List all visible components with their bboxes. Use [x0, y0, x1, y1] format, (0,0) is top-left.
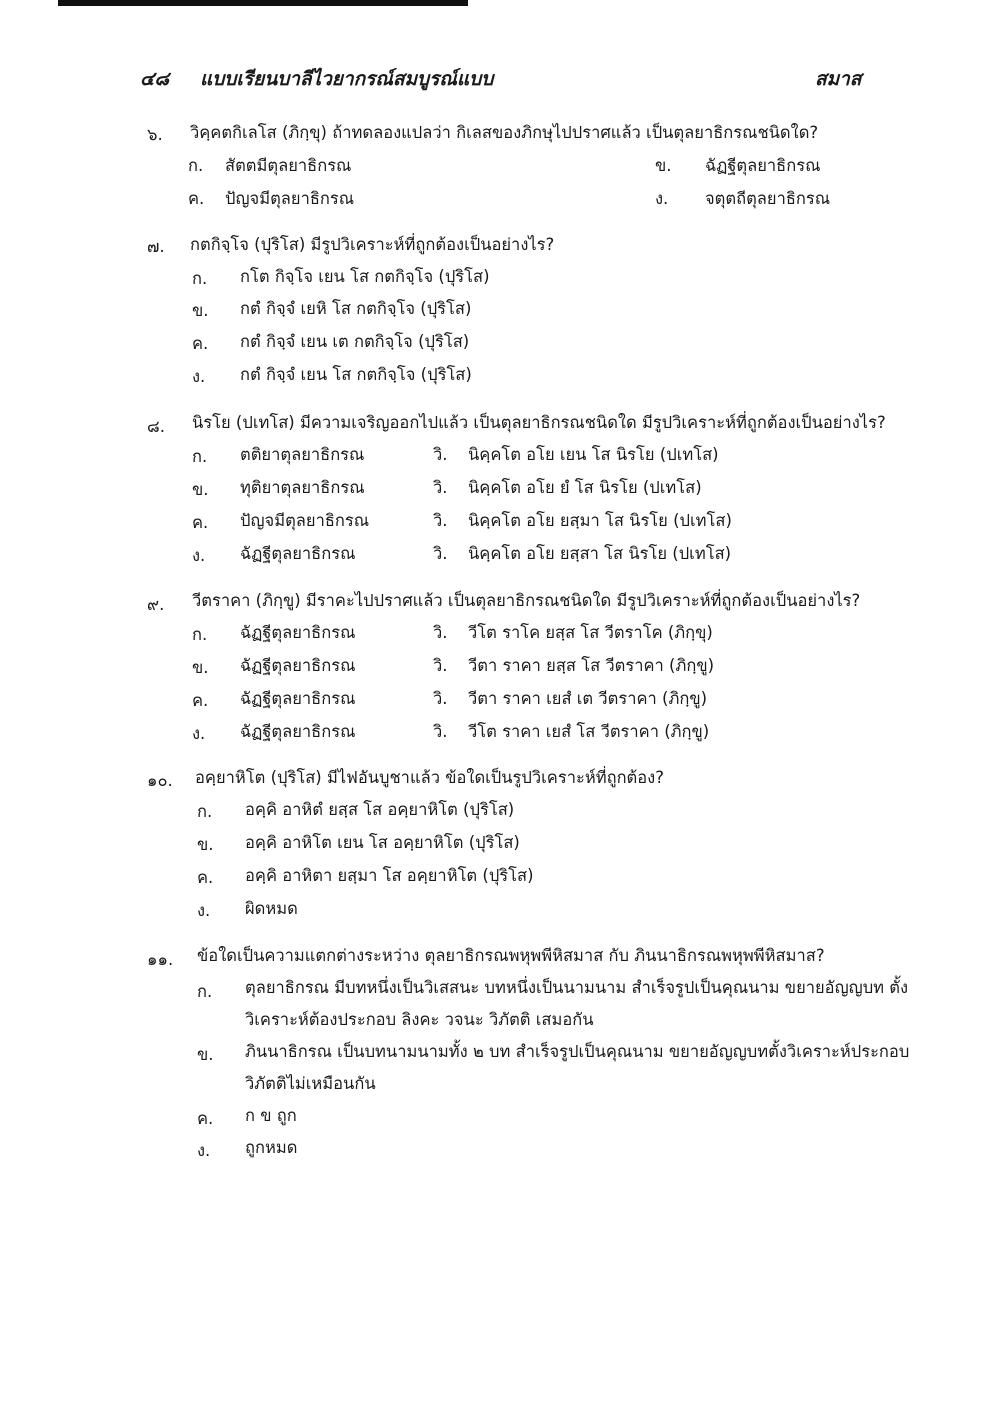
option-label: ค.	[192, 691, 209, 710]
option-label: ก.	[192, 625, 208, 644]
vi-label: วิ.	[433, 544, 448, 563]
question-number: ๑๐.	[147, 771, 173, 790]
option-text: ฉัฏฐีตุลยาธิกรณ	[240, 722, 356, 741]
vi-label: วิ.	[433, 656, 448, 675]
option-label: ข.	[655, 156, 672, 175]
option-label: ค.	[197, 868, 214, 887]
option-text: ฉัฏฐีตุลยาธิกรณ	[240, 689, 356, 708]
option-label: ก.	[197, 802, 213, 821]
question-text: กตกิจฺโจ (ปุริโส) มีรูปวิเคราะห์ที่ถูกต้องเป็นอย่างไร?	[190, 235, 555, 254]
page-header	[0, 0, 1000, 100]
analysis-text: นิคฺคโต อโย เยน โส นิรโย (ปเทโส)	[468, 445, 719, 464]
option-text: ฉัฏฐีตุลยาธิกรณ	[240, 544, 356, 563]
option-text: ฉัฏฐีตุลยาธิกรณ	[240, 656, 356, 675]
analysis-text: นิคฺคโต อโย ยสฺสา โส นิรโย (ปเทโส)	[468, 544, 732, 563]
option-label: ง.	[192, 724, 206, 743]
option-text: ปัญจมีตุลยาธิกรณ	[240, 511, 370, 530]
vi-label: วิ.	[433, 722, 448, 741]
option-label: ข.	[192, 301, 209, 320]
vi-label: วิ.	[433, 511, 448, 530]
option-text-line-2: วิเคราะห์ต้องประกอบ ลิงคะ วจนะ วิภัตติ เสมอกัน	[245, 1010, 594, 1029]
option-text: ก ข ถูก	[245, 1106, 297, 1125]
question-text: ข้อใดเป็นความแตกต่างระหว่าง ตุลยาธิกรณพหุพพีหิสมาส กับ ภินนาธิกรณพหุพพีหิสมาส?	[197, 946, 825, 965]
option-text-line-1: ภินนาธิกรณ เป็นบทนามนามทั้ง ๒ บท สำเร็จรูปเป็นคุณนาม ขยายอัญญบทตั้งวิเคราะห์ประกอบ	[245, 1042, 910, 1061]
option-label: ก.	[192, 447, 208, 466]
option-label: ค.	[188, 189, 205, 208]
option-label: ข.	[197, 1045, 214, 1064]
vi-label: วิ.	[433, 478, 448, 497]
option-label: ก.	[197, 982, 213, 1001]
analysis-text: วีตา ราคา เยสํ เต วีตราคา (ภิกฺขู)	[468, 689, 708, 708]
section-label: สมาส	[815, 68, 862, 90]
question-number: ๑๑.	[147, 950, 174, 969]
option-text-line-2: วิภัตติไม่เหมือนกัน	[245, 1074, 376, 1093]
question-text: นิรโย (ปเทโส) มีความเจริญออกไปแล้ว เป็นตุลยาธิกรณชนิดใด มีรูปวิเคราะห์ที่ถูกต้องเป็นอย่างไร?	[192, 413, 886, 432]
option-label: ค.	[197, 1109, 214, 1128]
option-text: ฉัฏฐีตุลยาธิกรณ	[240, 623, 356, 642]
option-text: ทุติยาตุลยาธิกรณ	[240, 478, 365, 497]
option-text: กโต กิจฺโจ เยน โส กตกิจฺโจ (ปุริโส)	[240, 267, 490, 286]
page-number: ๔๘	[140, 68, 170, 90]
option-label: ข.	[197, 835, 214, 854]
analysis-text: นิคฺคโต อโย ยสฺมา โส นิรโย (ปเทโส)	[468, 511, 732, 530]
analysis-text: วีโต ราโค ยสฺส โส วีตราโค (ภิกฺขุ)	[468, 623, 713, 642]
option-text: ผิดหมด	[245, 899, 298, 918]
option-label: ก.	[192, 269, 208, 288]
option-label: ง.	[197, 1141, 211, 1160]
question-number: ๗.	[147, 237, 165, 256]
option-label: ค.	[192, 334, 209, 353]
question-number: ๖.	[147, 125, 163, 144]
option-label: ง.	[192, 367, 206, 386]
option-text: อคฺคิ อาหิตา ยสฺมา โส อคฺยาหิโต (ปุริโส)	[245, 866, 534, 885]
option-text: จตุตถีตุลยาธิกรณ	[705, 189, 831, 208]
option-text: ฉัฏฐีตุลยาธิกรณ	[705, 156, 821, 175]
vi-label: วิ.	[433, 445, 448, 464]
option-text: ปัญจมีตุลยาธิกรณ	[225, 189, 355, 208]
analysis-text: วีตา ราคา ยสฺส โส วีตราคา (ภิกฺขู)	[468, 656, 715, 675]
option-label: ง.	[655, 189, 669, 208]
option-text: กตํ กิจฺจํ เยหิ โส กตกิจฺโจ (ปุริโส)	[240, 299, 472, 318]
question-number: ๘.	[147, 417, 165, 436]
question-text: วิคฺคตกิเลโส (ภิกฺขุ) ถ้าทดลองแปลว่า กิเลสของภิกษุไปปราศแล้ว เป็นตุลยาธิกรณชนิดใด?	[190, 123, 819, 142]
option-label: ง.	[192, 546, 206, 565]
option-text: กตํ กิจฺจํ เยน เต กตกิจฺโจ (ปุริโส)	[240, 332, 470, 351]
option-label: ง.	[197, 901, 211, 920]
option-text: ถูกหมด	[245, 1138, 298, 1157]
option-text: กตํ กิจฺจํ เยน โส กตกิจฺโจ (ปุริโส)	[240, 365, 472, 384]
option-label: ข.	[192, 480, 209, 499]
question-text: วีตราคา (ภิกฺขู) มีราคะไปปราศแล้ว เป็นตุลยาธิกรณชนิดใด มีรูปวิเคราะห์ที่ถูกต้องเป็นอย่างไร?	[192, 591, 861, 610]
question-number: ๙.	[147, 595, 165, 614]
book-title: แบบเรียนบาลีไวยากรณ์สมบูรณ์แบบ	[200, 68, 494, 90]
option-label: ข.	[192, 658, 209, 677]
option-text-line-1: ตุลยาธิกรณ มีบทหนึ่งเป็นวิเสสนะ บทหนึ่งเป็นนามนาม สำเร็จรูปเป็นคุณนาม ขยายอัญญบท ตั้ง	[245, 978, 909, 997]
analysis-text: วีโต ราคา เยสํ โส วีตราคา (ภิกฺขู)	[468, 722, 710, 741]
vi-label: วิ.	[433, 689, 448, 708]
question-text: อคฺยาหิโต (ปุริโส) มีไฟอันบูชาแล้ว ข้อใดเป็นรูปวิเคราะห์ที่ถูกต้อง?	[195, 768, 665, 787]
option-text: ตติยาตุลยาธิกรณ	[240, 445, 365, 464]
analysis-text: นิคฺคโต อโย ยํ โส นิรโย (ปเทโส)	[468, 478, 702, 497]
option-text: อคฺคิ อาหิโต เยน โส อคฺยาหิโต (ปุริโส)	[245, 833, 520, 852]
option-label: ค.	[192, 513, 209, 532]
option-label: ก.	[188, 156, 204, 175]
vi-label: วิ.	[433, 623, 448, 642]
option-text: สัตตมีตุลยาธิกรณ	[225, 156, 352, 175]
option-text: อคฺคิ อาหิตํ ยสฺส โส อคฺยาหิโต (ปุริโส)	[245, 800, 515, 819]
